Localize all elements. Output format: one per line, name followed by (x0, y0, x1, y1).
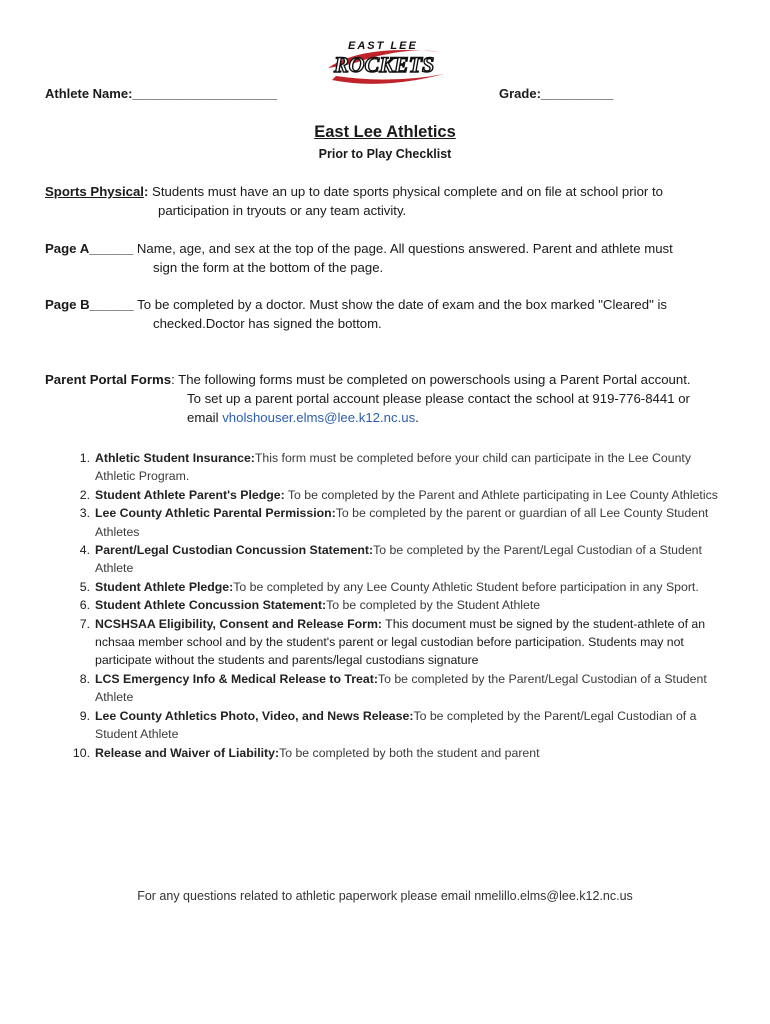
item-description: This document must be signed by the student-athlete of an nchsaa member school and by the student's parent or legal custodian before participation. Students may not participate without the students and parents/legal custodians signature (95, 616, 706, 668)
grade-blank[interactable]: __________ (540, 86, 614, 101)
forms-list (60, 449, 730, 762)
item-number: 9. (79, 708, 90, 723)
parent-portal-period: . (415, 410, 419, 425)
item-number: 5. (79, 579, 90, 594)
svg-text:ROCKETS: ROCKETS (334, 52, 435, 77)
item-title: Student Athlete Parent's Pledge: (95, 487, 285, 502)
page-title: East Lee Athletics (314, 123, 456, 141)
list-item (60, 615, 730, 670)
sports-physical-text-cont: participation in tryouts or any team activity. (158, 203, 407, 218)
list-item (60, 596, 730, 614)
list-item (60, 449, 730, 486)
item-description: To be completed by any Lee County Athletic Student before participation in any Sport. (233, 579, 699, 594)
item-number: 6. (79, 598, 90, 613)
item-description: To be completed by both the student and parent (279, 745, 540, 760)
list-item (60, 504, 730, 541)
item-description: To be completed by the parent or guardian of all Lee County Student Athletes (95, 506, 709, 539)
item-number: 10. (72, 745, 90, 760)
item-number: 1. (79, 451, 90, 465)
item-title: Lee County Athletics Photo, Video, and News Release: (95, 708, 414, 723)
item-number: 4. (79, 543, 90, 558)
athlete-name-field (45, 86, 277, 101)
parent-portal-section (45, 370, 755, 427)
grade-label: Grade: (499, 86, 541, 101)
parent-portal-text: : The following forms must be completed on powerschools using a Parent Portal account. (171, 372, 691, 387)
list-item (60, 541, 730, 578)
item-title: NCSHSAA Eligibility, Consent and Release Form: (95, 616, 382, 631)
parent-portal-text-2: To set up a parent portal account please please contact the school at 919-776-8441 or (187, 391, 690, 406)
list-item (60, 670, 730, 707)
page-subtitle: Prior to Play Checklist (318, 147, 452, 161)
item-description: This form must be completed before your child can participate in the Lee County Athletic Program. (95, 451, 691, 484)
item-title: Release and Waiver of Liability: (95, 745, 280, 760)
list-item (60, 486, 730, 504)
grade-field (499, 86, 613, 101)
item-number: 2. (79, 487, 90, 502)
item-number: 3. (79, 506, 90, 521)
east-lee-rockets-logo (322, 38, 450, 90)
page-a-text-cont: sign the form at the bottom of the page. (153, 260, 384, 275)
page-a-text: Name, age, and sex at the top of the page. All questions answered. Parent and athlete must (133, 241, 673, 256)
item-number: 8. (79, 671, 90, 686)
item-title: Lee County Athletic Parental Permission: (95, 506, 336, 521)
sports-physical-text: Students must have an up to date sports physical complete and on file at school prior to (148, 184, 663, 199)
item-title: Student Athlete Pledge: (95, 579, 234, 594)
parent-portal-text-3: email (187, 410, 223, 425)
item-title: Student Athlete Concussion Statement: (95, 598, 327, 613)
item-number: 7. (79, 616, 90, 631)
page-a-section (45, 239, 745, 277)
item-description: To be completed by the Parent/Legal Custodian of a Student Athlete (95, 671, 707, 705)
item-description: To be completed by the Parent/Legal Custodian of a Student Athlete (95, 543, 702, 576)
svg-text:EAST LEE: EAST LEE (348, 40, 418, 52)
page-b-section (45, 295, 745, 333)
page-b-label: Page B______ (45, 297, 134, 312)
list-item (60, 744, 730, 762)
footer-contact: For any questions related to athletic paperwork please email nmelillo.elms@lee.k12.nc.us (137, 889, 633, 903)
item-description: To be completed by the Parent and Athlete participating in Lee County Athletics (284, 487, 718, 502)
item-title: Parent/Legal Custodian Concussion Statement: (95, 543, 374, 558)
contact-email-link[interactable]: vholshouser.elms@lee.k12.nc.us (222, 410, 416, 425)
sports-physical-section (45, 182, 745, 220)
sports-physical-label: Sports Physical (45, 184, 144, 199)
item-description: To be completed by the Student Athlete (326, 598, 541, 613)
item-description: To be completed by the Parent/Legal Custodian of a Student Athlete (95, 708, 697, 742)
page-b-text-cont: checked.Doctor has signed the bottom. (153, 316, 382, 331)
sports-physical-colon: : (143, 184, 149, 199)
athlete-name-blank[interactable]: ____________________ (132, 86, 278, 101)
list-item (60, 578, 730, 596)
parent-portal-label: Parent Portal Forms (45, 372, 172, 387)
page-a-label: Page A______ (45, 241, 134, 256)
list-item (60, 707, 730, 744)
athlete-name-label: Athlete Name: (45, 86, 133, 101)
page-b-text: To be completed by a doctor. Must show the date of exam and the box marked "Cleared" is (133, 297, 667, 312)
item-title: LCS Emergency Info & Medical Release to Treat: (95, 671, 378, 686)
item-title: Athletic Student Insurance: (95, 451, 255, 465)
